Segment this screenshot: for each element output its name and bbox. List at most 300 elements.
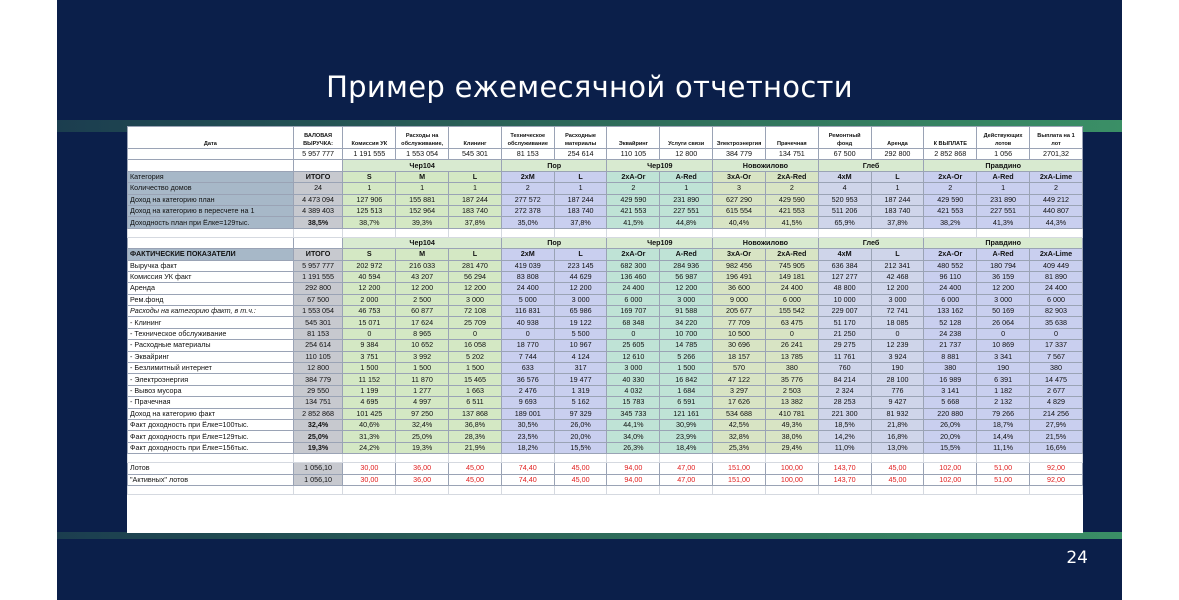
- header-value: 110 105: [607, 149, 660, 160]
- group-label: Пор: [501, 160, 607, 171]
- row-value: 42 468: [871, 271, 924, 282]
- data-row: [128, 271, 1083, 282]
- row-value: 11 870: [396, 374, 449, 385]
- header-value: 5 957 777: [293, 149, 343, 160]
- row-total: 32,4%: [293, 419, 343, 430]
- header-value: 545 301: [449, 149, 502, 160]
- row-value: 277 572: [501, 194, 554, 205]
- category-label: A-Red: [977, 249, 1030, 260]
- row-value: 1: [554, 183, 607, 194]
- row-value: 37,8%: [449, 217, 502, 228]
- date-value: [128, 149, 294, 160]
- row-value: 65 986: [554, 306, 607, 317]
- row-label: ФАКТИЧЕСКИЕ ПОКАЗАТЕЛИ: [128, 249, 294, 260]
- header-col: Услуги связи: [660, 127, 713, 149]
- row-value: 11 152: [343, 374, 396, 385]
- row-value: 169 707: [607, 306, 660, 317]
- data-row: [128, 363, 1083, 374]
- row-value: 41,5%: [765, 217, 818, 228]
- row-value: 41,5%: [607, 217, 660, 228]
- blank-cell: [660, 485, 713, 494]
- category-label: L: [449, 171, 502, 182]
- row-value: 151,00: [713, 474, 766, 485]
- row-total: 110 105: [293, 351, 343, 362]
- blank-cell: [293, 237, 343, 248]
- row-value: 18 157: [713, 351, 766, 362]
- blank-cell: [128, 237, 294, 248]
- row-value: 13 785: [765, 351, 818, 362]
- header-value: 292 800: [871, 149, 924, 160]
- row-label: Рем.фонд: [128, 294, 294, 305]
- row-value: 223 145: [554, 260, 607, 271]
- row-value: 29,4%: [765, 442, 818, 453]
- category-label: L: [871, 249, 924, 260]
- row-value: 14,2%: [818, 431, 871, 442]
- data-row: [128, 385, 1083, 396]
- blank-cell: [554, 485, 607, 494]
- row-value: 18,5%: [818, 419, 871, 430]
- blank-cell: [818, 228, 871, 237]
- row-value: 1: [977, 183, 1030, 194]
- row-value: 81 890: [1029, 271, 1082, 282]
- row-value: 3 141: [924, 385, 977, 396]
- row-value: 0: [607, 328, 660, 339]
- row-value: 44,3%: [1029, 217, 1082, 228]
- group-label: Чер109: [607, 237, 713, 248]
- row-value: 9 693: [501, 397, 554, 408]
- row-label: Количество домов: [128, 183, 294, 194]
- row-value: 1 663: [449, 385, 502, 396]
- blank-cell: [128, 454, 294, 463]
- row-value: 49,3%: [765, 419, 818, 430]
- row-total: 24: [293, 183, 343, 194]
- row-value: 317: [554, 363, 607, 374]
- row-value: 52 128: [924, 317, 977, 328]
- row-value: 1: [396, 183, 449, 194]
- category-label: 4xM: [818, 171, 871, 182]
- row-value: 409 449: [1029, 260, 1082, 271]
- row-value: 421 553: [765, 205, 818, 216]
- blank-cell: [977, 228, 1030, 237]
- row-label: - Эквайринг: [128, 351, 294, 362]
- row-value: 24 400: [1029, 283, 1082, 294]
- header-value: 134 751: [765, 149, 818, 160]
- row-value: 56 987: [660, 271, 713, 282]
- row-value: 1 500: [449, 363, 502, 374]
- header-col: Ремонтный фонд: [818, 127, 871, 149]
- row-value: 17 624: [396, 317, 449, 328]
- row-value: 48 800: [818, 283, 871, 294]
- row-value: 982 456: [713, 260, 766, 271]
- data-row: [128, 260, 1083, 271]
- row-value: 24 400: [607, 283, 660, 294]
- blank-cell: [1029, 228, 1082, 237]
- blank-cell: [449, 228, 502, 237]
- row-value: 10 652: [396, 340, 449, 351]
- row-value: 155 881: [396, 194, 449, 205]
- row-value: 46 753: [343, 306, 396, 317]
- row-label: "Активных" лотов: [128, 474, 294, 485]
- row-total: 1 191 555: [293, 271, 343, 282]
- row-value: 189 001: [501, 408, 554, 419]
- row-value: 25 709: [449, 317, 502, 328]
- row-value: 36 576: [501, 374, 554, 385]
- row-value: 12 200: [871, 283, 924, 294]
- category-label: S: [343, 249, 396, 260]
- row-value: 6 000: [924, 294, 977, 305]
- category-label: 2xA-Red: [765, 171, 818, 182]
- row-value: 5 266: [660, 351, 713, 362]
- row-value: 12 610: [607, 351, 660, 362]
- row-value: 20,0%: [554, 431, 607, 442]
- row-value: 44,1%: [607, 419, 660, 430]
- row-value: 429 590: [765, 194, 818, 205]
- category-label: 2xA-Red: [765, 249, 818, 260]
- row-value: 429 590: [607, 194, 660, 205]
- row-value: 100,00: [765, 474, 818, 485]
- row-value: 212 341: [871, 260, 924, 271]
- category-label: L: [449, 249, 502, 260]
- row-value: 4 124: [554, 351, 607, 362]
- blank-cell: [977, 485, 1030, 494]
- row-value: 12 200: [977, 283, 1030, 294]
- row-value: 51,00: [977, 474, 1030, 485]
- row-label: Лотов: [128, 463, 294, 474]
- row-value: 0: [501, 328, 554, 339]
- row-value: 745 905: [765, 260, 818, 271]
- row-value: 12 200: [554, 283, 607, 294]
- row-value: 47,00: [660, 463, 713, 474]
- row-value: 220 880: [924, 408, 977, 419]
- row-value: 12 200: [449, 283, 502, 294]
- row-value: 9 427: [871, 397, 924, 408]
- group-label: Глеб: [818, 160, 924, 171]
- row-value: 34 220: [660, 317, 713, 328]
- row-value: 24 400: [765, 283, 818, 294]
- row-value: 45,00: [449, 474, 502, 485]
- spacer-row: [128, 454, 1083, 463]
- row-value: 2: [501, 183, 554, 194]
- row-value: 1 684: [660, 385, 713, 396]
- blank-cell: [977, 454, 1030, 463]
- blank-cell: [554, 454, 607, 463]
- row-value: 12 239: [871, 340, 924, 351]
- header-col-gross: ВАЛОВАЯ ВЫРУЧКА:: [293, 127, 343, 149]
- row-value: 216 033: [396, 260, 449, 271]
- row-value: 101 425: [343, 408, 396, 419]
- row-value: 8 965: [396, 328, 449, 339]
- row-value: 183 740: [554, 205, 607, 216]
- row-value: 6 000: [765, 294, 818, 305]
- row-value: 345 733: [607, 408, 660, 419]
- row-value: 180 794: [977, 260, 1030, 271]
- blank-cell: [924, 228, 977, 237]
- data-row: [128, 351, 1083, 362]
- accent-band-bottom: [57, 532, 1122, 539]
- row-value: 3 341: [977, 351, 1030, 362]
- row-value: 380: [765, 363, 818, 374]
- row-value: 26 064: [977, 317, 1030, 328]
- row-value: 42,5%: [713, 419, 766, 430]
- row-value: 221 300: [818, 408, 871, 419]
- blank-cell: [293, 228, 343, 237]
- data-row: [128, 183, 1083, 194]
- row-value: 3 297: [713, 385, 766, 396]
- blank-cell: [396, 454, 449, 463]
- row-value: 38,2%: [924, 217, 977, 228]
- row-value: 41,3%: [977, 217, 1030, 228]
- row-value: 5 500: [554, 328, 607, 339]
- row-value: 5 202: [449, 351, 502, 362]
- blank-cell: [128, 160, 294, 171]
- row-value: 100,00: [765, 463, 818, 474]
- row-value: 2 000: [343, 294, 396, 305]
- header-value: 67 500: [818, 149, 871, 160]
- row-value: 5 000: [501, 294, 554, 305]
- page-number: 24: [1066, 548, 1088, 568]
- blank-cell: [128, 228, 294, 237]
- header-col: Расходные материалы: [554, 127, 607, 149]
- row-value: 121 161: [660, 408, 713, 419]
- row-value: 38,7%: [343, 217, 396, 228]
- row-label: - Безлимитный интернет: [128, 363, 294, 374]
- row-value: 3 992: [396, 351, 449, 362]
- row-value: 13,0%: [871, 442, 924, 453]
- row-value: 0: [343, 328, 396, 339]
- row-value: 24 238: [924, 328, 977, 339]
- blank-cell: [713, 228, 766, 237]
- row-value: 40 938: [501, 317, 554, 328]
- row-label: - Расходные материалы: [128, 340, 294, 351]
- row-value: 627 290: [713, 194, 766, 205]
- row-value: 149 181: [765, 271, 818, 282]
- row-total: 19,3%: [293, 442, 343, 453]
- header-value: 1 553 054: [396, 149, 449, 160]
- row-value: 4 997: [396, 397, 449, 408]
- row-value: 44 629: [554, 271, 607, 282]
- row-value: 97 250: [396, 408, 449, 419]
- header-col: Аренда: [871, 127, 924, 149]
- category-label: 3xA-Or: [713, 249, 766, 260]
- data-row: [128, 431, 1083, 442]
- header-value: 12 800: [660, 149, 713, 160]
- row-label: - Вывоз мусора: [128, 385, 294, 396]
- blank-cell: [871, 485, 924, 494]
- row-value: 47 122: [713, 374, 766, 385]
- row-value: 380: [924, 363, 977, 374]
- header-value: 1 056: [977, 149, 1030, 160]
- row-value: 56 294: [449, 271, 502, 282]
- row-value: 136 460: [607, 271, 660, 282]
- data-row: [128, 328, 1083, 339]
- row-total: 2 852 868: [293, 408, 343, 419]
- data-row: [128, 294, 1083, 305]
- row-value: 281 470: [449, 260, 502, 271]
- row-value: 63 475: [765, 317, 818, 328]
- header-col: Электроэнергия: [713, 127, 766, 149]
- row-value: 214 256: [1029, 408, 1082, 419]
- blank-cell: [128, 485, 294, 494]
- row-value: 82 903: [1029, 306, 1082, 317]
- row-value: 72 741: [871, 306, 924, 317]
- row-value: 2 677: [1029, 385, 1082, 396]
- row-value: 615 554: [713, 205, 766, 216]
- row-value: 5 668: [924, 397, 977, 408]
- row-value: 133 162: [924, 306, 977, 317]
- row-value: 24,2%: [343, 442, 396, 453]
- row-value: 190: [977, 363, 1030, 374]
- blank-cell: [765, 228, 818, 237]
- row-value: 14 785: [660, 340, 713, 351]
- row-total: 384 779: [293, 374, 343, 385]
- row-value: 18 085: [871, 317, 924, 328]
- row-label: - Техническое обслуживание: [128, 328, 294, 339]
- header-row: [128, 127, 1083, 149]
- blank-cell: [396, 228, 449, 237]
- row-value: 16 058: [449, 340, 502, 351]
- row-value: 43 207: [396, 271, 449, 282]
- row-value: 28 100: [871, 374, 924, 385]
- row-value: 0: [449, 328, 502, 339]
- row-value: 40 330: [607, 374, 660, 385]
- row-value: 6 391: [977, 374, 1030, 385]
- blank-cell: [924, 485, 977, 494]
- row-value: 7 744: [501, 351, 554, 362]
- row-value: 13 382: [765, 397, 818, 408]
- row-label: - Клининг: [128, 317, 294, 328]
- row-value: 231 890: [660, 194, 713, 205]
- row-value: 636 384: [818, 260, 871, 271]
- row-value: 0: [977, 328, 1030, 339]
- data-row: [128, 463, 1083, 474]
- blank-cell: [293, 160, 343, 171]
- row-value: 17 626: [713, 397, 766, 408]
- row-total: 38,5%: [293, 217, 343, 228]
- report-spreadsheet: [127, 126, 1083, 533]
- row-value: 633: [501, 363, 554, 374]
- row-value: 284 936: [660, 260, 713, 271]
- row-value: 18,2%: [501, 442, 554, 453]
- data-row: [128, 442, 1083, 453]
- header-value: 2 852 868: [924, 149, 977, 160]
- row-value: 15 465: [449, 374, 502, 385]
- row-total: 545 301: [293, 317, 343, 328]
- row-value: 36 159: [977, 271, 1030, 282]
- data-row: [128, 306, 1083, 317]
- row-total: 1 056,10: [293, 474, 343, 485]
- row-value: 72 108: [449, 306, 502, 317]
- category-label: L: [554, 249, 607, 260]
- header-value: 254 614: [554, 149, 607, 160]
- row-value: 40,4%: [713, 217, 766, 228]
- spacer-row: [128, 485, 1083, 494]
- blank-cell: [607, 228, 660, 237]
- row-value: 35,0%: [501, 217, 554, 228]
- row-value: 421 553: [924, 205, 977, 216]
- row-value: 2 503: [765, 385, 818, 396]
- row-value: 8 881: [924, 351, 977, 362]
- row-value: 7 567: [1029, 351, 1082, 362]
- row-value: 1 199: [343, 385, 396, 396]
- row-value: 10 967: [554, 340, 607, 351]
- row-value: 429 590: [924, 194, 977, 205]
- row-value: 30,00: [343, 463, 396, 474]
- row-value: 32,4%: [396, 419, 449, 430]
- report-table: [127, 126, 1083, 495]
- row-value: 12 200: [660, 283, 713, 294]
- category-label: 3xA-Or: [713, 171, 766, 182]
- row-value: 196 491: [713, 271, 766, 282]
- row-value: 31,3%: [343, 431, 396, 442]
- row-value: 92,00: [1029, 463, 1082, 474]
- category-label: 2xA-Or: [607, 249, 660, 260]
- row-value: 3: [713, 183, 766, 194]
- row-value: 125 513: [343, 205, 396, 216]
- row-value: 26,0%: [924, 419, 977, 430]
- row-value: 26 241: [765, 340, 818, 351]
- row-value: 18,4%: [660, 442, 713, 453]
- row-value: 11,1%: [977, 442, 1030, 453]
- row-value: 29 275: [818, 340, 871, 351]
- row-label: Категория: [128, 171, 294, 182]
- row-value: 102,00: [924, 474, 977, 485]
- row-value: 9 384: [343, 340, 396, 351]
- row-value: 21,5%: [1029, 431, 1082, 442]
- category-label: A-Red: [977, 171, 1030, 182]
- row-value: 3 751: [343, 351, 396, 362]
- row-value: 187 244: [554, 194, 607, 205]
- row-value: 2: [607, 183, 660, 194]
- category-label: 2xA-Or: [924, 249, 977, 260]
- data-row: [128, 340, 1083, 351]
- row-value: 40 594: [343, 271, 396, 282]
- row-total: 29 550: [293, 385, 343, 396]
- category-label: 2xA-Lime: [1029, 249, 1082, 260]
- row-value: 94,00: [607, 463, 660, 474]
- header-values-row: [128, 149, 1083, 160]
- data-row: [128, 408, 1083, 419]
- row-value: 23,5%: [501, 431, 554, 442]
- row-value: 50 169: [977, 306, 1030, 317]
- category-label: L: [554, 171, 607, 182]
- row-label: Факт доходность при Ёлке=156тыс.: [128, 442, 294, 453]
- row-value: 25 605: [607, 340, 660, 351]
- row-label: Доходность план при Ёлке=129тыс.: [128, 217, 294, 228]
- header-value: 2701,32: [1029, 149, 1082, 160]
- row-value: 3 000: [607, 363, 660, 374]
- group-label: Правдино: [924, 237, 1083, 248]
- category-label: 2xA-Or: [607, 171, 660, 182]
- row-value: 21,8%: [871, 419, 924, 430]
- row-value: 4 695: [343, 397, 396, 408]
- blank-cell: [343, 228, 396, 237]
- row-total: 254 614: [293, 340, 343, 351]
- category-label: 2xM: [501, 171, 554, 182]
- row-value: 30,9%: [660, 419, 713, 430]
- header-value: 384 779: [713, 149, 766, 160]
- row-value: 81 932: [871, 408, 924, 419]
- row-value: 5 162: [554, 397, 607, 408]
- row-value: 11 761: [818, 351, 871, 362]
- row-value: 68 348: [607, 317, 660, 328]
- row-value: 419 039: [501, 260, 554, 271]
- row-value: 40,6%: [343, 419, 396, 430]
- row-value: 36,00: [396, 463, 449, 474]
- row-total: 67 500: [293, 294, 343, 305]
- category-label: 2xA-Lime: [1029, 171, 1082, 182]
- row-value: 3 000: [660, 294, 713, 305]
- row-value: 534 688: [713, 408, 766, 419]
